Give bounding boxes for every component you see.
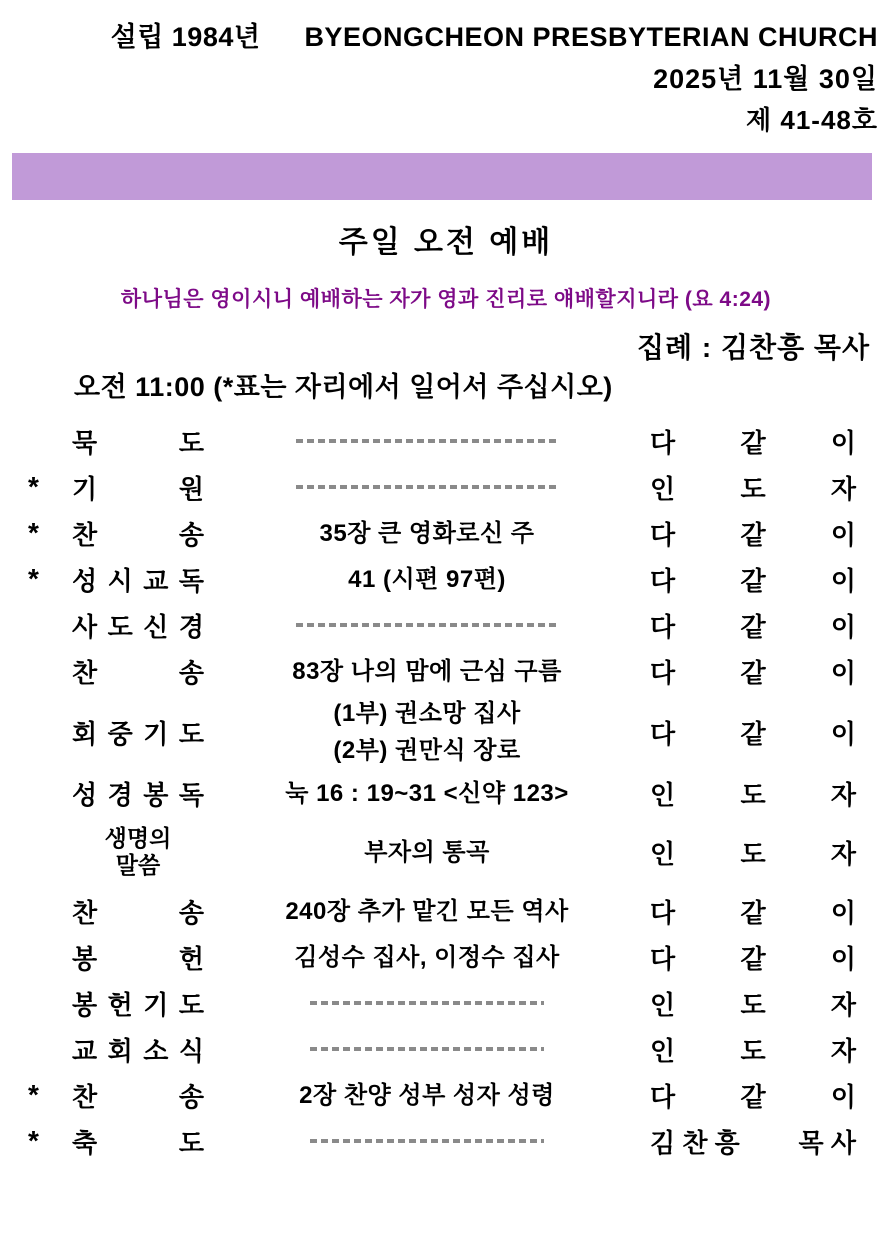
label-char: 봉 — [72, 943, 98, 974]
performer-part: 도 — [740, 779, 766, 810]
service-title: 주일 오전 예배 — [338, 226, 554, 259]
label-char: 찬 — [72, 897, 98, 928]
performer-part: 다 — [650, 519, 676, 550]
order-performer — [650, 834, 856, 871]
label-char: 도 — [178, 718, 204, 749]
service-time-note: 오전 11:00 (*표는 자리에서 일어서 주십시오) — [74, 372, 613, 402]
performer-part: 같 — [740, 519, 766, 550]
bulletin-date: 2025년 11월 30일 — [653, 64, 878, 94]
label-line: 말씀 — [115, 852, 161, 878]
order-performer — [650, 714, 856, 751]
order-row — [0, 464, 856, 510]
performer-part: 다 — [650, 943, 676, 974]
label-char: 헌 — [107, 989, 133, 1020]
order-row — [0, 602, 856, 648]
label-char: 송 — [178, 897, 204, 928]
label-char: 경 — [178, 611, 204, 642]
order-row — [0, 980, 856, 1026]
label-char: 도 — [178, 1127, 204, 1158]
performer-part: 이 — [830, 657, 856, 688]
label-char: 축 — [72, 1127, 98, 1158]
performer-part: 다 — [650, 897, 676, 928]
order-item-label — [72, 653, 204, 690]
order-row — [0, 934, 856, 980]
order-content — [204, 1139, 650, 1143]
performer-part: 도 — [740, 989, 766, 1020]
order-row — [0, 1026, 856, 1072]
performer-part: 이 — [830, 565, 856, 596]
performer-part: 도 — [740, 473, 766, 504]
order-content: 35장 큰 영화로신 주 — [319, 519, 535, 547]
label-char: 신 — [143, 611, 169, 642]
order-row — [0, 694, 856, 770]
performer-part: 다 — [650, 565, 676, 596]
performer-part: 이 — [830, 1081, 856, 1112]
label-char: 기 — [72, 473, 98, 504]
performer-part: 자 — [830, 838, 856, 869]
dash-leader — [310, 1139, 544, 1143]
label-char: 송 — [178, 657, 204, 688]
label-char: 기 — [143, 989, 169, 1020]
performer-part: 같 — [740, 565, 766, 596]
performer-part: 이 — [830, 718, 856, 749]
order-performer — [650, 653, 856, 690]
order-content: 2장 찬양 성부 성자 성령 — [299, 1081, 555, 1109]
order-performer — [650, 607, 856, 644]
label-line: 생명의 — [104, 825, 172, 851]
order-row — [0, 556, 856, 602]
performer-part: 같 — [740, 611, 766, 642]
stand-marker: * — [28, 1125, 39, 1156]
performer-part: 같 — [740, 897, 766, 928]
order-item-label — [72, 985, 204, 1022]
stand-marker: * — [28, 471, 39, 502]
order-performer — [650, 423, 856, 460]
label-char: 원 — [178, 473, 204, 504]
performer-part: 김 찬 흥 — [650, 1127, 740, 1158]
order-row — [0, 888, 856, 934]
order-performer — [650, 1123, 856, 1160]
order-row — [0, 510, 856, 556]
dash-leader — [296, 623, 558, 627]
order-item-label — [72, 561, 204, 598]
order-performer — [650, 893, 856, 930]
issue-number: 제 41-48호 — [746, 105, 878, 135]
label-char: 성 — [72, 779, 98, 810]
order-performer — [650, 1077, 856, 1114]
performer-part: 자 — [830, 1035, 856, 1066]
dash-leader — [310, 1001, 544, 1005]
performer-part: 자 — [830, 779, 856, 810]
performer-part: 인 — [650, 1035, 676, 1066]
label-char: 찬 — [72, 519, 98, 550]
order-content — [204, 695, 650, 769]
label-char: 기 — [143, 718, 169, 749]
label-char: 송 — [178, 519, 204, 550]
performer-part: 다 — [650, 1081, 676, 1112]
order-content — [204, 439, 650, 443]
order-content — [204, 623, 650, 627]
order-performer — [650, 939, 856, 976]
order-content: 83장 나의 맘에 근심 구름 — [292, 657, 562, 685]
performer-part: 다 — [650, 657, 676, 688]
order-item-label — [72, 939, 204, 976]
performer-part: 이 — [830, 611, 856, 642]
label-char: 소 — [143, 1035, 169, 1066]
dash-leader — [296, 485, 558, 489]
performer-part: 다 — [650, 427, 676, 458]
performer-part: 같 — [740, 427, 766, 458]
order-row — [0, 418, 856, 464]
order-item-label — [72, 469, 204, 506]
label-char: 도 — [107, 611, 133, 642]
performer-part: 도 — [740, 838, 766, 869]
label-char: 중 — [107, 718, 133, 749]
performer-part: 자 — [830, 989, 856, 1020]
order-item-label — [72, 515, 204, 552]
order-item-label — [72, 423, 204, 460]
label-char: 독 — [178, 565, 204, 596]
order-item-label — [72, 714, 204, 751]
order-row — [0, 770, 856, 816]
dash-leader — [296, 439, 558, 443]
performer-part: 인 — [650, 989, 676, 1020]
dash-leader — [310, 1047, 544, 1051]
order-item-label — [72, 775, 204, 812]
order-performer — [650, 1031, 856, 1068]
stand-marker: * — [28, 1079, 39, 1110]
order-content: 김성수 집사, 이정수 집사 — [294, 943, 560, 971]
label-char: 회 — [107, 1035, 133, 1066]
order-content — [204, 485, 650, 489]
order-content: 240장 추가 맡긴 모든 역사 — [285, 897, 569, 925]
order-row — [0, 648, 856, 694]
label-char: 독 — [178, 779, 204, 810]
label-char: 회 — [72, 718, 98, 749]
order-item-label — [72, 607, 204, 644]
order-item-label — [72, 893, 204, 930]
performer-part: 이 — [830, 897, 856, 928]
order-item-label — [72, 1031, 204, 1068]
performer-part: 다 — [650, 718, 676, 749]
performer-part: 같 — [740, 1081, 766, 1112]
content-line: (2부) 권만식 장로 — [333, 737, 521, 764]
performer-part: 이 — [830, 519, 856, 550]
performer-part: 인 — [650, 473, 676, 504]
label-char: 묵 — [72, 427, 98, 458]
label-char: 성 — [72, 565, 98, 596]
order-row — [0, 816, 856, 888]
label-char: 찬 — [72, 1081, 98, 1112]
label-char: 봉 — [143, 779, 169, 810]
header-line — [0, 20, 878, 54]
label-char: 시 — [107, 565, 133, 596]
order-performer — [650, 469, 856, 506]
performer-part: 인 — [650, 838, 676, 869]
scripture-verse: 하나님은 영이시니 예배하는 자가 영과 진리로 얘배할지니라 (요 4:24) — [120, 288, 772, 311]
performer-part: 다 — [650, 611, 676, 642]
performer-part: 자 — [830, 473, 856, 504]
performer-part: 같 — [740, 718, 766, 749]
order-content: 부자의 통곡 — [364, 838, 490, 866]
label-char: 봉 — [72, 989, 98, 1020]
performer-part: 이 — [830, 943, 856, 974]
content-line: (1부) 권소망 집사 — [333, 700, 521, 727]
order-row — [0, 1118, 856, 1164]
purple-banner — [12, 153, 872, 200]
order-performer — [650, 775, 856, 812]
order-content: 41 (시편 97편) — [348, 565, 506, 593]
label-char: 도 — [178, 427, 204, 458]
order-content — [204, 1001, 650, 1005]
stand-marker: * — [28, 563, 39, 594]
performer-part: 같 — [740, 943, 766, 974]
label-char: 교 — [143, 565, 169, 596]
order-item-label — [72, 1077, 204, 1114]
performer-part: 이 — [830, 427, 856, 458]
label-char: 송 — [178, 1081, 204, 1112]
stand-marker: * — [28, 517, 39, 548]
order-content: 눅 16 : 19~31 <신약 123> — [285, 779, 569, 807]
order-item-label — [72, 1123, 204, 1160]
church-name: BYEONGCHEON PRESBYTERIAN CHURCH — [304, 22, 878, 52]
label-char: 식 — [178, 1035, 204, 1066]
label-char: 교 — [72, 1035, 98, 1066]
order-item-label — [72, 825, 204, 879]
performer-part: 목 사 — [798, 1127, 856, 1158]
order-performer — [650, 985, 856, 1022]
order-content — [204, 1047, 650, 1051]
performer-part: 같 — [740, 657, 766, 688]
founded-year: 설립 1984년 — [110, 22, 261, 52]
order-performer — [650, 515, 856, 552]
performer-part: 도 — [740, 1035, 766, 1066]
label-char: 도 — [178, 989, 204, 1020]
label-char: 사 — [72, 611, 98, 642]
officiant-line: 집례 : 김찬흥 목사 — [637, 332, 870, 363]
bulletin-header — [0, 0, 892, 136]
worship-order-table — [0, 418, 892, 1164]
order-row — [0, 1072, 856, 1118]
order-performer — [650, 561, 856, 598]
label-char: 경 — [107, 779, 133, 810]
label-char: 찬 — [72, 657, 98, 688]
performer-part: 인 — [650, 779, 676, 810]
label-char: 헌 — [178, 943, 204, 974]
